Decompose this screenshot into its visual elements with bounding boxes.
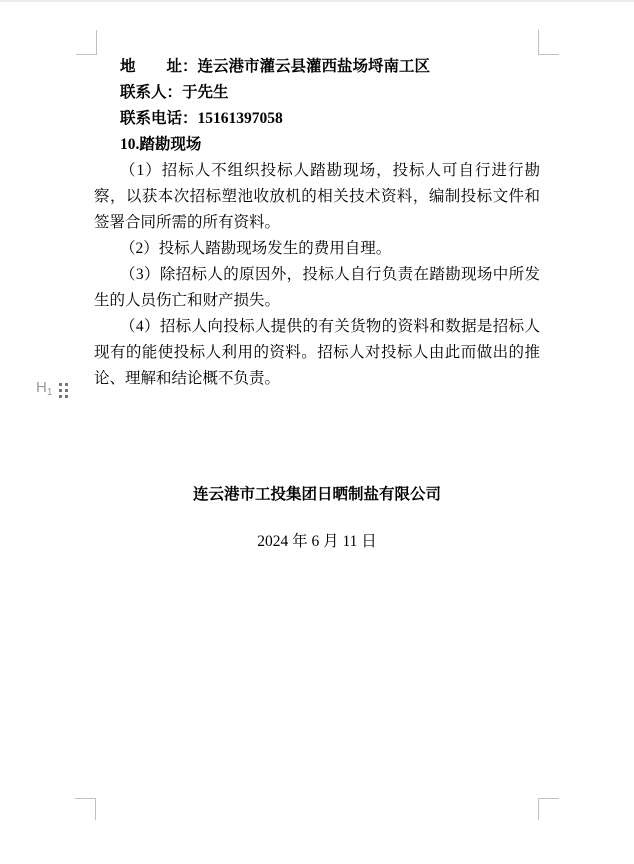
address-line: 地 址：连云港市灌云县灌西盐场埒南工区 [120, 58, 431, 75]
heading-badge-letter: H [36, 379, 47, 396]
heading-badge-level: 1 [46, 387, 53, 398]
paragraph-2: （2）投标人踏勘现场发生的费用自理。 [120, 240, 392, 257]
document-date: 2024 年 6 月 11 日 [257, 533, 377, 550]
paragraph-3: （3）除招标人的原因外，投标人自行负责在踏勘现场中所发生的人员伤亡和财产损失。 [94, 266, 540, 309]
document-text-area [94, 54, 540, 555]
paragraph-4: （4）招标人向投标人提供的有关货物的资料和数据是招标人现有的能使投标人利用的资料。招标人对投标人由此而做出的推论、理解和结论概不负责。 [94, 318, 540, 387]
section-heading: 10.踏勘现场 [120, 136, 202, 153]
paragraph-handle[interactable] [36, 379, 68, 402]
contact-phone-line: 联系电话：15161397058 [120, 110, 283, 127]
text-boundary-mark-top-left [76, 30, 97, 55]
text-boundary-mark-bottom-left [75, 798, 96, 820]
drag-handle-icon[interactable] [59, 383, 68, 398]
text-boundary-mark-bottom-right [538, 798, 559, 820]
heading-level-badge[interactable] [36, 379, 52, 402]
text-boundary-mark-top-right [538, 30, 559, 55]
paragraph-1: （1）招标人不组织投标人踏勘现场，投标人可自行进行勘察，以获本次招标塑池收放机的相关技术资料，编制投标文件和签署合同所需的所有资料。 [94, 162, 540, 231]
contact-person-line: 联系人：于先生 [120, 84, 229, 101]
company-signature: 连云港市工投集团日晒制盐有限公司 [192, 486, 441, 503]
